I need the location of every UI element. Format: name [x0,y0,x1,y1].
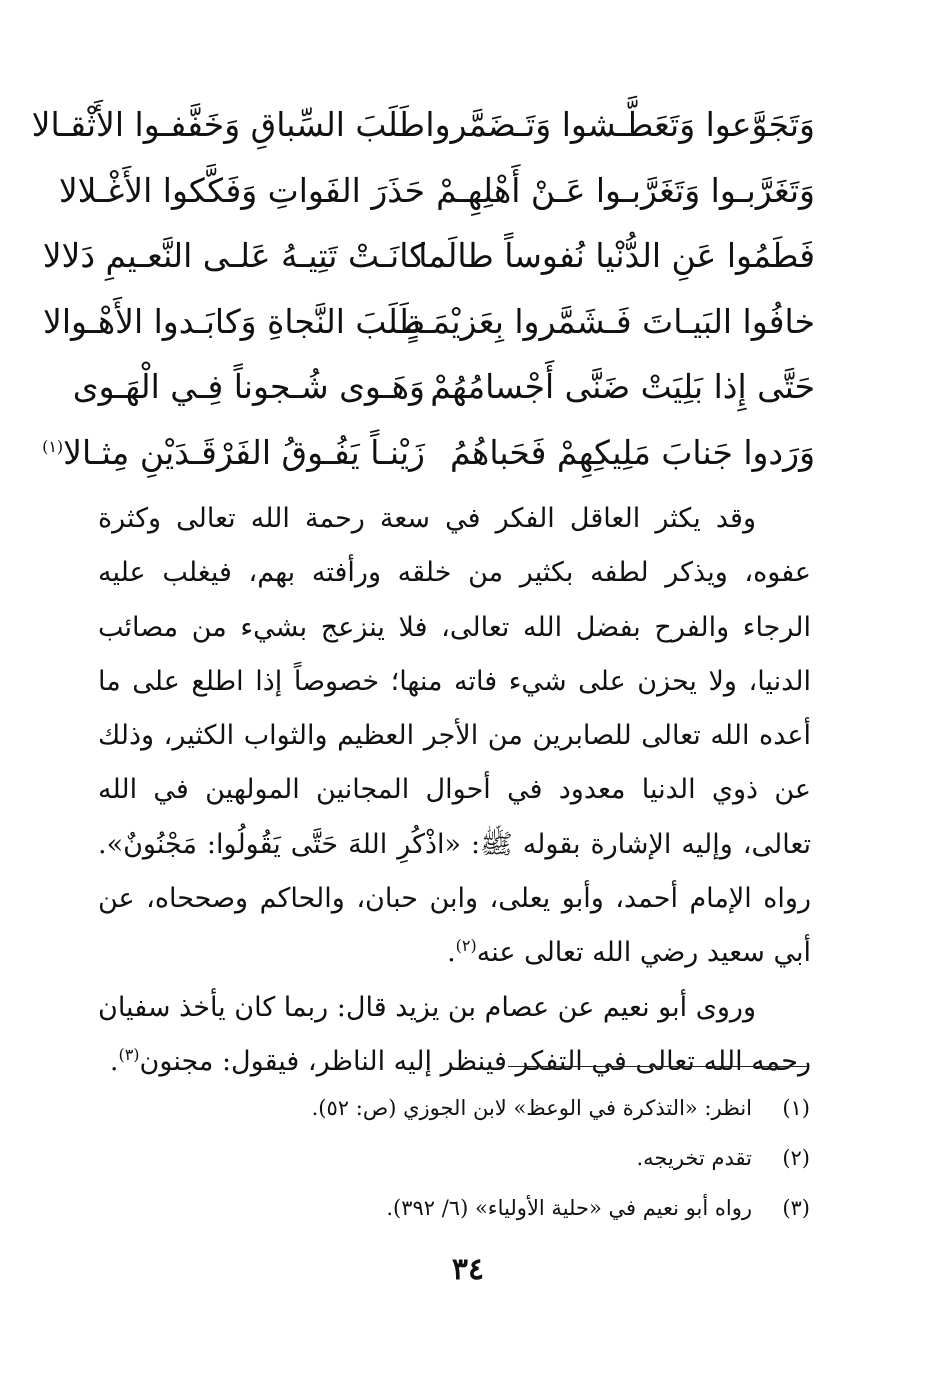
hemistich-second [72,354,425,419]
verse [42,223,815,289]
footnote [140,1183,810,1233]
hemistich-first: خافُوا البَيـاتَ فَـشَمَّروا بِعَزيْمَـةٍ [404,301,815,341]
hemistich-second [43,289,425,354]
hemistich-first: وَرَدوا جَنابَ مَلِيكِهِمْ فَحَباهُمُ [449,432,815,472]
poem-block [31,92,815,485]
paragraph-text: وقد يكثر العاقل الفكر في سعة رحمة الله تعالى وكثرة عفوه، ويذكر لطفه بكثير من خلقه ورأفته بهم، فيغلب عليه الرجاء والفرح بفضل الله تعالى، فلا ينزعج بشيء من مصائب الدنيا، ولا يحزن على شيء فاته منها؛ خصوصاً إذا اطلع على ما أعده الله تعالى للصابرين من الأجر العظيم والثواب الكثير، وذلك عن ذوي الدنيا معدود في أحوال المجانين المولهين في الله تعالى، وإليه الإشارة بقوله ﷺ: «اذْكُرِ اللهَ حَتَّى يَقُولُوا: مَجْنُونٌ». رواه الإمام أحمد، وأبو يعلى، وابن حبان، والحاكم وصححاه، عن أبي سعيد رضي الله تعالى عنه [98,503,811,969]
verse [42,420,815,486]
hemistich-second [42,223,425,288]
paragraph [98,492,811,981]
footnote-number: (١) [782,1096,810,1120]
page-number: ٣٤ [451,1252,485,1287]
verse [31,92,815,158]
footnote-separator [508,1066,808,1067]
footnote-text: تقدم تخريجه. [636,1146,752,1170]
hemistich-second-text: كانَـتْ تَتِيـهُ عَلـى النَّعـيمِ دَلالا [42,236,425,275]
footnote-number: (٣) [782,1196,810,1220]
paragraph-text: وروى أبو نعيم عن عصام بن يزيد قال: ربما كان يأخذ سفيان رحمه الله تعالى في التفكر فينظر إليه الناظر، فيقول: مجنون [98,991,811,1077]
hemistich-first: وَتَغَرَّبـوا وَتَغَرَّبـوا عَـنْ أَهْلِهِـمْ [436,170,815,210]
footnote-text: انظر: «التذكرة في الوعظ» لابن الجوزي (ص: ٥٢). [311,1096,752,1120]
hemistich-second [58,158,425,223]
footnote [140,1133,810,1183]
verse [72,354,815,420]
hemistich-second-text: حَذَرَ الفَواتِ وَفَكَّكوا الأَغْـلالا [58,170,425,210]
verse [58,158,815,224]
paragraph [98,981,811,1090]
footnote-ref: (١) [42,436,64,456]
hemistich-first: فَطَمُوا عَنِ الدُّنْيا نُفوساً طالَما [418,236,815,275]
paragraph-tail: . [109,1045,119,1077]
hemistich-second-text: زَيْنـاً يَفُـوقُ الفَرْقَـدَيْنِ مِثـالا [63,432,425,472]
hemistich-second [31,92,425,157]
hemistich-second-text: وَهَـوى شُـجوناً فِـي الْهَـوى [72,367,425,406]
footnote-number: (٢) [782,1146,810,1170]
hemistich-second-text: طَلَبَ النَّجاةِ وَكابَـدوا الأَهْـوالا [43,301,425,341]
hemistich-first: وَتَجَوَّعوا وَتَعَطَّـشوا وَتَـضَمَّروا [425,105,815,144]
verse [43,289,815,355]
footnote-ref: (٢) [455,936,477,956]
hemistich-second-text: طَلَبَ السِّباقِ وَخَفَّفـوا الأَثْقـالا [31,105,425,144]
paragraph-tail: . [447,937,456,969]
footnote [140,1083,810,1133]
hemistich-first: حَتَّى إِذا بَلِيَتْ ضَنَّى أَجْسامُهُمْ [430,367,815,406]
prose-block [98,492,811,1089]
footnote-text: رواه أبو نعيم في «حلية الأولياء» (٦/ ٣٩٢). [386,1196,752,1220]
footnote-ref: (٣) [118,1044,140,1064]
footnotes [140,1083,810,1233]
hemistich-second [42,420,425,485]
